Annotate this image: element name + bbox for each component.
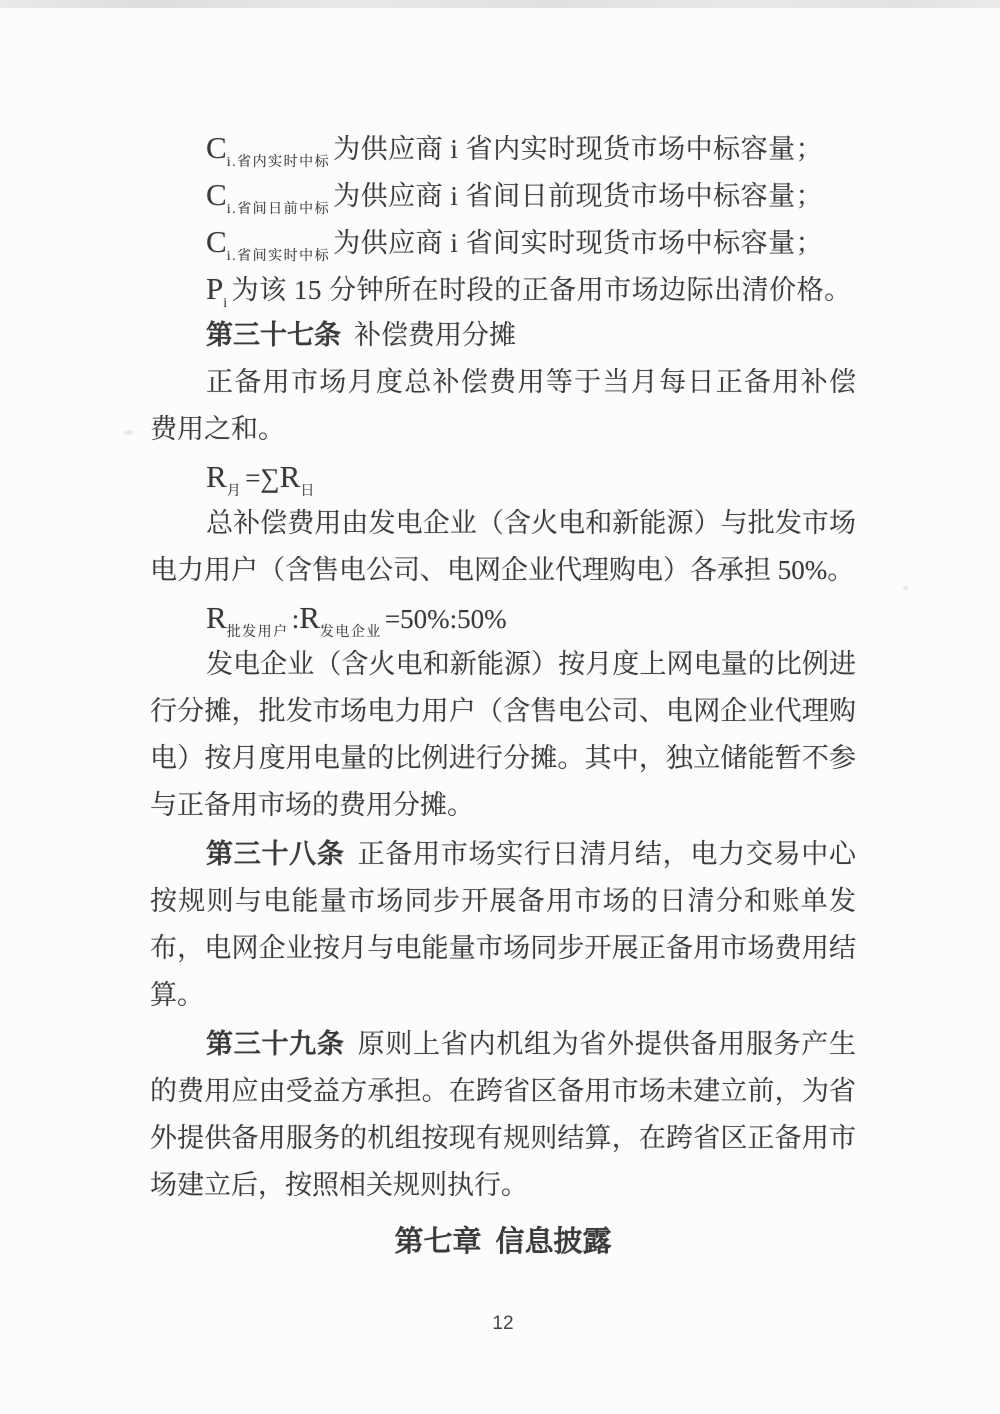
document-body — [150, 124, 856, 1337]
paragraph-line: 外提供备用服务的机组按现有规则结算，在跨省区正备用市 — [150, 1123, 856, 1153]
article-number: 第三十九条 — [206, 1029, 345, 1059]
variable-subscript: 批发用户 — [226, 625, 289, 640]
page-number: 12 — [492, 1313, 514, 1334]
chapter-number: 第七章 — [394, 1226, 482, 1258]
article-37-heading — [150, 312, 856, 359]
paragraph-line: 算。 — [150, 980, 204, 1010]
variable-symbol: C — [206, 130, 227, 165]
definition-line-inter-province-dayahead — [150, 171, 856, 218]
article-number: 第三十八条 — [206, 839, 345, 869]
paragraph-line: 总补偿费用由发电企业（含火电和新能源）与批发市场 — [206, 508, 856, 538]
formula-operator: : — [291, 604, 300, 634]
scan-speck — [124, 430, 133, 435]
paragraph-line: 场建立后，按照相关规则执行。 — [150, 1170, 528, 1200]
formula-result: =50%:50% — [384, 604, 507, 634]
definition-line-inter-province-realtime — [150, 218, 856, 265]
paragraph-text: 原则上省内机组为省外提供备用服务产生 — [357, 1029, 857, 1059]
chapter-title: 信息披露 — [495, 1226, 612, 1258]
paragraph-line: 行分摊，批发市场电力用户（含售电公司、电网企业代理购 — [150, 696, 856, 726]
article-39-first-line — [150, 1021, 856, 1068]
article-number: 第三十七条 — [206, 320, 341, 350]
formula-operator: =∑ — [245, 463, 280, 493]
chapter-7-heading — [150, 1219, 856, 1266]
paragraph-line: 按规则与电能量市场同步开展备用市场的日清分和账单发 — [150, 886, 856, 916]
formula-monthly-total — [150, 453, 856, 500]
paragraph-line: 电）按月度用电量的比例进行分摊。其中，独立储能暂不参 — [150, 743, 856, 773]
variable-subscript: i.省间实时中标 — [226, 249, 331, 264]
variable-subscript: i.省间日前中标 — [226, 202, 331, 217]
definition-text: 为该 15 分钟所在时段的正备用市场边际出清价格。 — [231, 275, 852, 305]
scan-edge-artifact — [0, 0, 1000, 8]
variable-symbol: P — [206, 271, 224, 306]
definition-text: 为供应商 i 省间实时现货市场中标容量； — [333, 228, 824, 258]
variable-symbol: R — [206, 459, 227, 494]
definition-line-clearing-price — [150, 265, 856, 312]
variable-symbol: R — [206, 600, 227, 635]
paragraph-line: 与正备用市场的费用分摊。 — [150, 790, 474, 820]
variable-subscript: 日 — [300, 484, 316, 499]
scan-speck — [903, 586, 908, 590]
variable-subscript: 发电企业 — [319, 625, 382, 640]
definition-text: 为供应商 i 省间日前现货市场中标容量； — [333, 181, 824, 211]
variable-symbol: C — [206, 177, 227, 212]
variable-subscript: i.省内实时中标 — [226, 155, 331, 170]
variable-subscript: i — [223, 296, 229, 311]
variable-symbol: C — [206, 224, 227, 259]
article-38-first-line — [150, 831, 856, 878]
article-title: 补偿费用分摊 — [354, 320, 516, 350]
formula-cost-ratio — [150, 594, 856, 641]
definition-line-intra-province-realtime — [150, 124, 856, 171]
paragraph-line: 的费用应由受益方承担。在跨省区备用市场未建立前，为省 — [150, 1076, 856, 1106]
paragraph-line: 正备用市场月度总补偿费用等于当月每日正备用补偿 — [206, 367, 856, 397]
paragraph-line: 发电企业（含火电和新能源）按月度上网电量的比例进 — [206, 649, 856, 679]
paragraph-line: 费用之和。 — [150, 414, 285, 444]
paragraph-text: 正备用市场实行日清月结，电力交易中心 — [357, 839, 857, 869]
variable-symbol: R — [299, 600, 320, 635]
paragraph-line: 电力用户（含售电公司、电网企业代理购电）各承担 50%。 — [150, 555, 855, 585]
paragraph-line: 布，电网企业按月与电能量市场同步开展正备用市场费用结 — [150, 933, 856, 963]
definition-text: 为供应商 i 省内实时现货市场中标容量； — [333, 134, 824, 164]
variable-symbol: R — [279, 459, 301, 494]
variable-subscript: 月 — [226, 484, 243, 499]
